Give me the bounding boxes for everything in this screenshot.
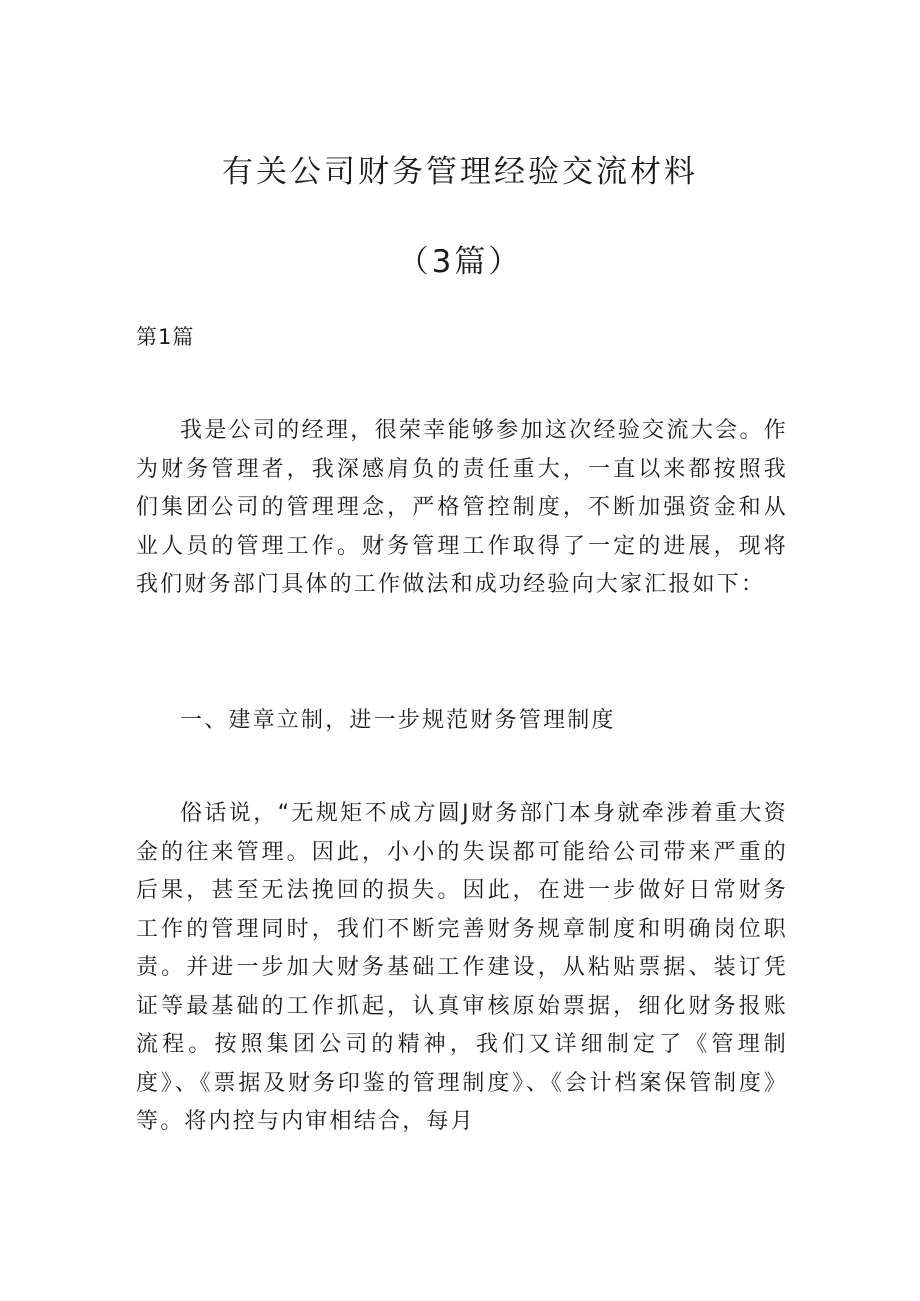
paragraph-section-1: 俗话说，“无规矩不成方圆J财务部门本身就牵涉着重大资金的往来管理。因此，小小的失误都可能给公司带来严重的后果，甚至无法挽回的损失。因此，在进一步做好日常财务工作的管理同时，我们不断完善财务规章制度和明确岗位职责。并进一步加大财务基础工作建设，从粘贴票据、装订凭证等最基础的工作抓起，认真审核原始票据，细化财务报账流程。按照集团公司的精神，我们又详细制定了《管理制度》、《票据及财务印鉴的管理制度》、《会计档案保管制度》等。将内控与内审相结合，每月 [136, 801, 788, 1134]
paragraph-intro: 我是公司的经理，很荣幸能够参加这次经验交流大会。作为财务管理者，我深感肩负的责任重大，一直以来都按照我们集团公司的管理理念，严格管控制度，不断加强资金和从业人员的管理工作。财务管理工作取得了一定的进展，现将我们财务部门具体的工作做法和成功经验向大家汇报如下： [136, 418, 788, 597]
section-heading-1: 一、建章立制，进一步规范财务管理制度 [180, 708, 616, 733]
part-label: 第1篇 [136, 325, 195, 349]
document-subtitle: （3篇） [397, 244, 523, 280]
document-title: 有关公司财务管理经验交流材料 [222, 154, 698, 190]
